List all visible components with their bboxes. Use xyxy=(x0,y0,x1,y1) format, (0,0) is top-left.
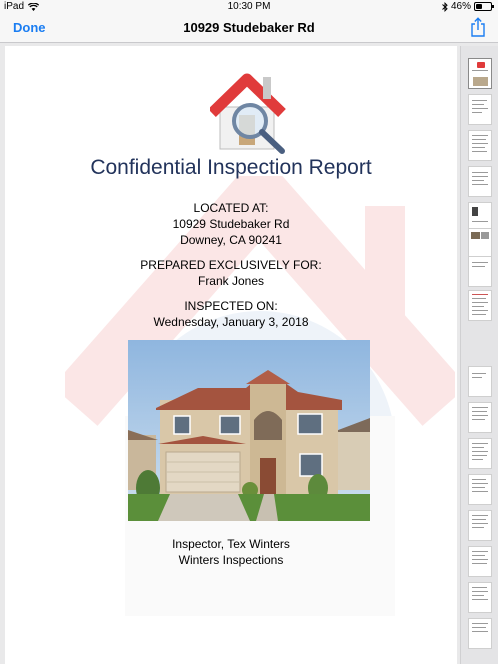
battery-fill xyxy=(476,4,482,9)
status-bar xyxy=(0,0,498,14)
battery-icon xyxy=(474,2,492,11)
document-page[interactable] xyxy=(5,46,457,664)
page-thumbnail[interactable] xyxy=(468,546,492,577)
inspector-name: Inspector, Tex Winters xyxy=(172,537,290,551)
status-right xyxy=(442,1,492,12)
house-magnifier-logo xyxy=(210,71,292,155)
page-thumbnail[interactable] xyxy=(468,58,492,89)
prepared-for-label: PREPARED EXCLUSIVELY FOR: xyxy=(140,258,322,272)
bluetooth-icon xyxy=(442,2,448,12)
page-thumbnail[interactable] xyxy=(468,166,492,197)
page-thumbnail[interactable] xyxy=(468,256,492,287)
nav-title: 10929 Studebaker Rd xyxy=(183,20,315,35)
page-thumbnail[interactable] xyxy=(468,618,492,649)
page-thumbnail[interactable] xyxy=(468,290,492,321)
prepared-for-block xyxy=(5,257,457,289)
location-block xyxy=(5,200,457,248)
inspected-on-block xyxy=(5,298,457,330)
page-thumbnail[interactable] xyxy=(468,582,492,613)
status-time: 10:30 PM xyxy=(227,1,271,12)
address-line-1: 10929 Studebaker Rd xyxy=(172,217,290,231)
report-title: Confidential Inspection Report xyxy=(90,156,372,179)
page-thumbnail[interactable] xyxy=(468,228,492,259)
page-thumbnail[interactable] xyxy=(468,366,492,397)
device-name: iPad xyxy=(4,1,25,12)
page-thumbnail[interactable] xyxy=(468,438,492,469)
page-thumbnail[interactable] xyxy=(468,402,492,433)
client-name: Frank Jones xyxy=(197,274,265,288)
inspected-on-label: INSPECTED ON: xyxy=(184,299,278,313)
page-thumbnail-strip[interactable] xyxy=(460,46,498,664)
inspection-date: Wednesday, January 3, 2018 xyxy=(153,315,309,329)
address-line-2: Downey, CA 90241 xyxy=(180,233,282,247)
property-photo xyxy=(128,340,370,521)
navigation-bar xyxy=(0,14,498,43)
battery-percent: 46% xyxy=(450,1,471,12)
page-thumbnail[interactable] xyxy=(468,474,492,505)
page-thumbnail[interactable] xyxy=(468,130,492,161)
inspector-block xyxy=(5,536,457,568)
done-button[interactable]: Done xyxy=(13,20,46,35)
share-icon[interactable] xyxy=(470,17,486,37)
page-thumbnail[interactable] xyxy=(468,94,492,125)
page-thumbnail[interactable] xyxy=(468,510,492,541)
company-name: Winters Inspections xyxy=(178,553,284,567)
located-at-label: LOCATED AT: xyxy=(193,201,269,215)
